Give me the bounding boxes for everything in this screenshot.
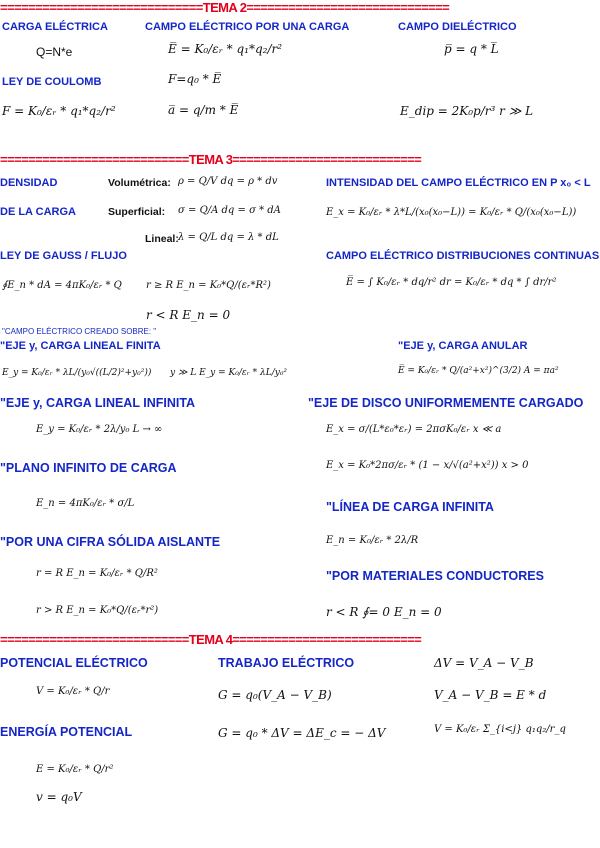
campo-una-carga-heading: CAMPO ELÉCTRICO POR UNA CARGA bbox=[145, 21, 350, 33]
disco-cargado-heading: "EJE DE DISCO UNIFORMEMENTE CARGADO bbox=[308, 396, 584, 410]
de-la-carga-heading: DE LA CARGA bbox=[0, 206, 76, 218]
gauss-formula: ∮E_n * dA = 4πK₀/εᵣ * Q bbox=[2, 280, 122, 291]
solida-aislante-heading: "POR UNA CIFRA SÓLIDA AISLANTE bbox=[0, 535, 221, 549]
potencial-formula: V = K₀/εᵣ * Q/r bbox=[36, 686, 110, 697]
trabajo-formula-2: G = q₀ * ΔV = ΔE_c = − ΔV bbox=[218, 726, 386, 740]
va-vb-formula: V_A − V_B = E * d bbox=[434, 688, 547, 702]
disco-formula-1: E_x = σ/(L*ε₀*εᵣ) = 2πσK₀/εᵣ x ≪ a bbox=[326, 424, 502, 435]
solida-formula-2: r > R E_n = K₀*Q/(εᵣ*r²) bbox=[36, 605, 159, 616]
carga-electrica-heading: CARGA ELÉCTRICA bbox=[2, 21, 108, 33]
campo-creado-note: "CAMPO ELÉCTRICO CREADO SOBRE: " bbox=[2, 327, 157, 336]
finita-formula-1: E_y = K₀/εᵣ * λL/(y₀√((L/2)²+y₀²)) bbox=[2, 368, 152, 378]
linea-formula: E_n = K₀/εᵣ * 2λ/R bbox=[326, 535, 419, 546]
conductores-formula: r < R ∮= 0 E_n = 0 bbox=[326, 605, 442, 619]
delta-v-formula: ΔV = V_A − V_B bbox=[434, 656, 534, 670]
sum-potential-formula: V = K₀/εᵣ Σ_{i<j} q₁q₂/r_q bbox=[434, 724, 566, 735]
plano-infinito-heading: "PLANO INFINITO DE CARGA bbox=[0, 461, 177, 475]
gauss-condition-1: r ≥ R E_n = K₀*Q/(εᵣ*R²) bbox=[146, 280, 271, 291]
carga-formula: Q=N*e bbox=[36, 45, 73, 59]
energia-formula-2: v = q₀V bbox=[36, 790, 82, 804]
intensidad-formula: E_x = K₀/εᵣ * λ*L/(x₀(x₀−L)) = K₀/εᵣ * Q/(x₀(x₀−L)) bbox=[326, 207, 577, 218]
lineal-formula: λ = Q/L dq = λ * dL bbox=[178, 232, 279, 243]
volumetrica-label: Volumétrica: bbox=[108, 177, 171, 189]
infinita-formula: E_y = K₀/εᵣ * 2λ/y₀ L → ∞ bbox=[36, 424, 163, 435]
trabajo-formula-1: G = q₀(V_A − V_B) bbox=[218, 688, 332, 702]
disco-formula-2: E_x = K₀*2πσ/εᵣ * (1 − x/√(a²+x²)) x > 0 bbox=[326, 460, 529, 471]
campo-formula-3: a̅ = q/m * E̅ bbox=[168, 103, 239, 117]
campo-formula-2: F=q₀ * E̅ bbox=[168, 72, 222, 86]
plano-formula: E_n = 4πK₀/εᵣ * σ/L bbox=[36, 498, 135, 509]
intensidad-heading: INTENSIDAD DEL CAMPO ELÉCTRICO EN P x₀ < L bbox=[326, 177, 591, 189]
linea-infinita-heading: "LÍNEA DE CARGA INFINITA bbox=[326, 500, 494, 514]
anular-formula: E̅ = K₀/εᵣ * Q/(a²+x²)^(3/2) A = πa² bbox=[398, 366, 559, 376]
tema4-separator: ===========================TEMA 4=========================== bbox=[0, 632, 422, 647]
potencial-electrico-heading: POTENCIAL ELÉCTRICO bbox=[0, 656, 148, 670]
energia-formula-1: E = K₀/εᵣ * Q/r² bbox=[36, 764, 114, 775]
finita-formula-2: y ≫ L E_y = K₀/εᵣ * λL/y₀² bbox=[170, 368, 288, 378]
ley-coulomb-heading: LEY DE COULOMB bbox=[2, 76, 102, 88]
ley-gauss-heading: LEY DE GAUSS / FLUJO bbox=[0, 250, 127, 262]
superficial-formula: σ = Q/A dq = σ * dA bbox=[178, 205, 281, 216]
distribuciones-heading: CAMPO ELÉCTRICO DISTRIBUCIONES CONTINUAS bbox=[326, 250, 600, 262]
superficial-label: Superficial: bbox=[108, 206, 166, 218]
dielectrico-formula-2: E_dip = 2K₀p/r³ r ≫ L bbox=[400, 104, 534, 118]
materiales-conductores-heading: "POR MATERIALES CONDUCTORES bbox=[326, 569, 544, 583]
lineal-label: Lineal: bbox=[145, 233, 179, 245]
volumetrica-formula: ρ = Q/V dq = ρ * dv bbox=[178, 176, 278, 187]
tema3-separator: ===========================TEMA 3=========================== bbox=[0, 152, 422, 167]
tema2-separator: =============================TEMA 2============================= bbox=[0, 0, 450, 15]
carga-anular-heading: "EJE y, CARGA ANULAR bbox=[398, 340, 528, 352]
energia-potencial-heading: ENERGÍA POTENCIAL bbox=[0, 725, 133, 739]
dielectrico-formula-1: p̅ = q * L̅ bbox=[444, 42, 499, 56]
coulomb-formula: F = K₀/εᵣ * q₁*q₂/r² bbox=[2, 104, 116, 118]
campo-dielectrico-heading: CAMPO DIELÉCTRICO bbox=[398, 21, 517, 33]
distribuciones-formula: E̅ = ∫ K₀/εᵣ * dq/r² dr = K₀/εᵣ * dq * ∫ dr/r² bbox=[346, 277, 557, 288]
trabajo-electrico-heading: TRABAJO ELÉCTRICO bbox=[218, 656, 355, 670]
gauss-condition-2: r < R E_n = 0 bbox=[146, 308, 231, 322]
campo-formula-1: E̅ = K₀/εᵣ * q₁*q₂/r² bbox=[168, 42, 283, 56]
carga-lineal-finita-heading: "EJE y, CARGA LINEAL FINITA bbox=[0, 340, 161, 352]
densidad-heading: DENSIDAD bbox=[0, 177, 58, 189]
solida-formula-1: r = R E_n = K₀/εᵣ * Q/R² bbox=[36, 568, 158, 579]
carga-lineal-infinita-heading: "EJE y, CARGA LINEAL INFINITA bbox=[0, 396, 196, 410]
